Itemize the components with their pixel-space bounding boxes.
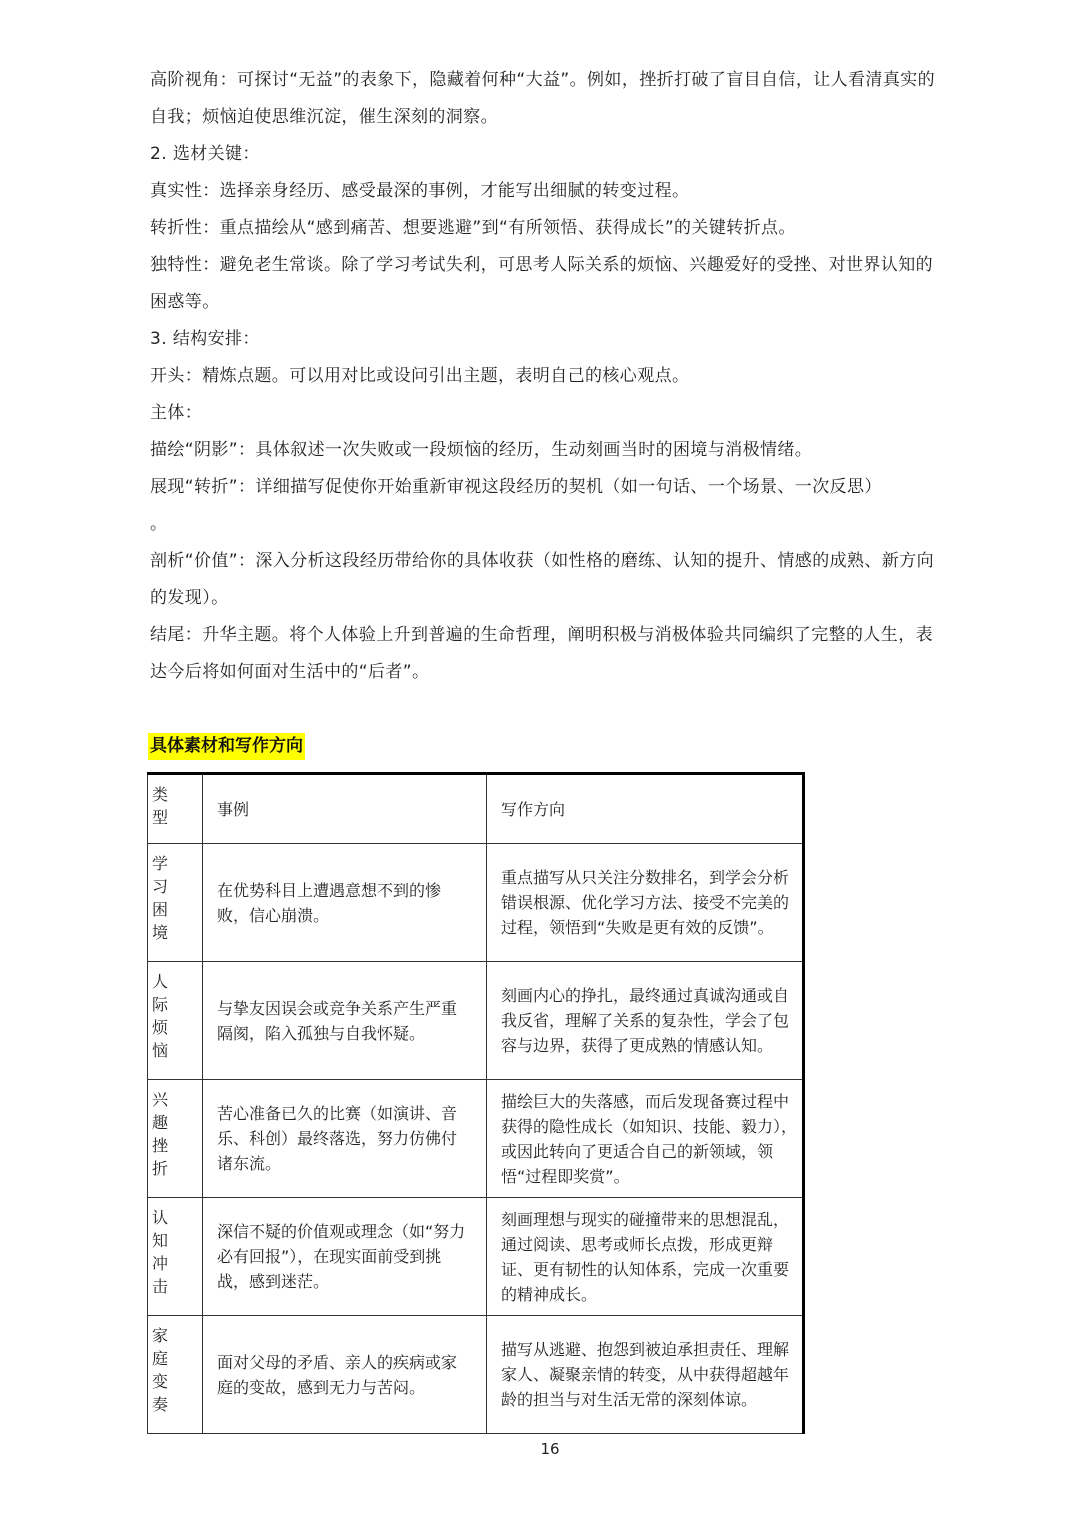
paragraph-shadow: 描绘“阴影”：具体叙述一次失败或一段烦恼的经历，生动刻画当时的困境与消极情绪。 bbox=[150, 440, 813, 460]
cell-example: 在优势科目上遭遇意想不到的惨败，信心崩溃。 bbox=[203, 844, 487, 962]
heading-structure: 3. 结构安排： bbox=[150, 329, 260, 349]
table-row bbox=[148, 1198, 804, 1316]
cell-example: 与挚友因误会或竞争关系产生严重隔阂，陷入孤独与自我怀疑。 bbox=[203, 962, 487, 1080]
cell-direction: 描写从逃避、抱怨到被迫承担责任、理解家人、凝聚亲情的转变，从中获得超越年龄的担当与对生活无常的深刻体谅。 bbox=[487, 1316, 804, 1434]
page-number: 16 bbox=[540, 1440, 560, 1458]
header-direction: 写作方向 bbox=[487, 774, 804, 844]
table-row bbox=[148, 1316, 804, 1434]
paragraph-ending: 结尾：升华主题。将个人体验上升到普遍的生命哲理，阐明积极与消极体验共同编织了完整的人生，表达今后将如何面对生活中的“后者”。 bbox=[150, 625, 933, 682]
cell-example: 深信不疑的价值观或理念（如“努力必有回报”），在现实面前受到挑战，感到迷茫。 bbox=[203, 1198, 487, 1316]
cell-example: 面对父母的矛盾、亲人的疾病或家庭的变故，感到无力与苦闷。 bbox=[203, 1316, 487, 1434]
cell-type: 家庭变奏 bbox=[148, 1316, 203, 1434]
cell-direction: 刻画内心的挣扎，最终通过真诚沟通或自我反省，理解了关系的复杂性，学会了包容与边界，获得了更成熟的情感认知。 bbox=[487, 962, 804, 1080]
table-row bbox=[148, 1080, 804, 1198]
header-example: 事例 bbox=[203, 774, 487, 844]
cell-direction: 描绘巨大的失落感，而后发现备赛过程中获得的隐性成长（如知识、技能、毅力），或因此转向了更适合自己的新领域，领悟“过程即奖赏”。 bbox=[487, 1080, 804, 1198]
section-title-highlight: 具体素材和写作方向 bbox=[148, 733, 305, 760]
cell-type: 兴趣挫折 bbox=[148, 1080, 203, 1198]
table-row bbox=[148, 962, 804, 1080]
cell-direction: 重点描写从只关注分数排名，到学会分析错误根源、优化学习方法、接受不完美的过程，领悟到“失败是更有效的反馈”。 bbox=[487, 844, 804, 962]
cell-type: 人际烦恼 bbox=[148, 962, 203, 1080]
paragraph-period: 。 bbox=[150, 514, 168, 534]
cell-direction: 刻画理想与现实的碰撞带来的思想混乱，通过阅读、思考或师长点拨，形成更辩证、更有韧性的认知体系，完成一次重要的精神成长。 bbox=[487, 1198, 804, 1316]
materials-table bbox=[147, 772, 805, 1434]
paragraph-turn: 展现“转折”：详细描写促使你开始重新审视这段经历的契机（如一句话、一个场景、一次反思） bbox=[150, 477, 882, 497]
paragraph-high-perspective: 高阶视角：可探讨“无益”的表象下，隐藏着何种“大益”。例如，挫折打破了盲目自信，让人看清真实的自我；烦恼迫使思维沉淀，催生深刻的洞察。 bbox=[150, 70, 936, 127]
table-row bbox=[148, 844, 804, 962]
paragraph-opening: 开头：精炼点题。可以用对比或设问引出主题，表明自己的核心观点。 bbox=[150, 366, 690, 386]
heading-material-selection: 2. 选材关键： bbox=[150, 144, 260, 164]
cell-type: 认知冲击 bbox=[148, 1198, 203, 1316]
paragraph-body-label: 主体： bbox=[150, 403, 203, 423]
paragraph-authenticity: 真实性：选择亲身经历、感受最深的事例，才能写出细腻的转变过程。 bbox=[150, 181, 690, 201]
paragraph-uniqueness: 独特性：避免老生常谈。除了学习考试失利，可思考人际关系的烦恼、兴趣爱好的受挫、对世界认知的困惑等。 bbox=[150, 255, 933, 312]
cell-example: 苦心准备已久的比赛（如演讲、音乐、科创）最终落选，努力仿佛付诸东流。 bbox=[203, 1080, 487, 1198]
table-header-row bbox=[148, 774, 804, 844]
paragraph-value: 剖析“价值”：深入分析这段经历带给你的具体收获（如性格的磨练、认知的提升、情感的成熟、新方向的发现）。 bbox=[150, 551, 935, 608]
header-type: 类型 bbox=[148, 774, 203, 844]
cell-type: 学习困境 bbox=[148, 844, 203, 962]
paragraph-turning-point: 转折性：重点描绘从“感到痛苦、想要逃避”到“有所领悟、获得成长”的关键转折点。 bbox=[150, 218, 796, 238]
